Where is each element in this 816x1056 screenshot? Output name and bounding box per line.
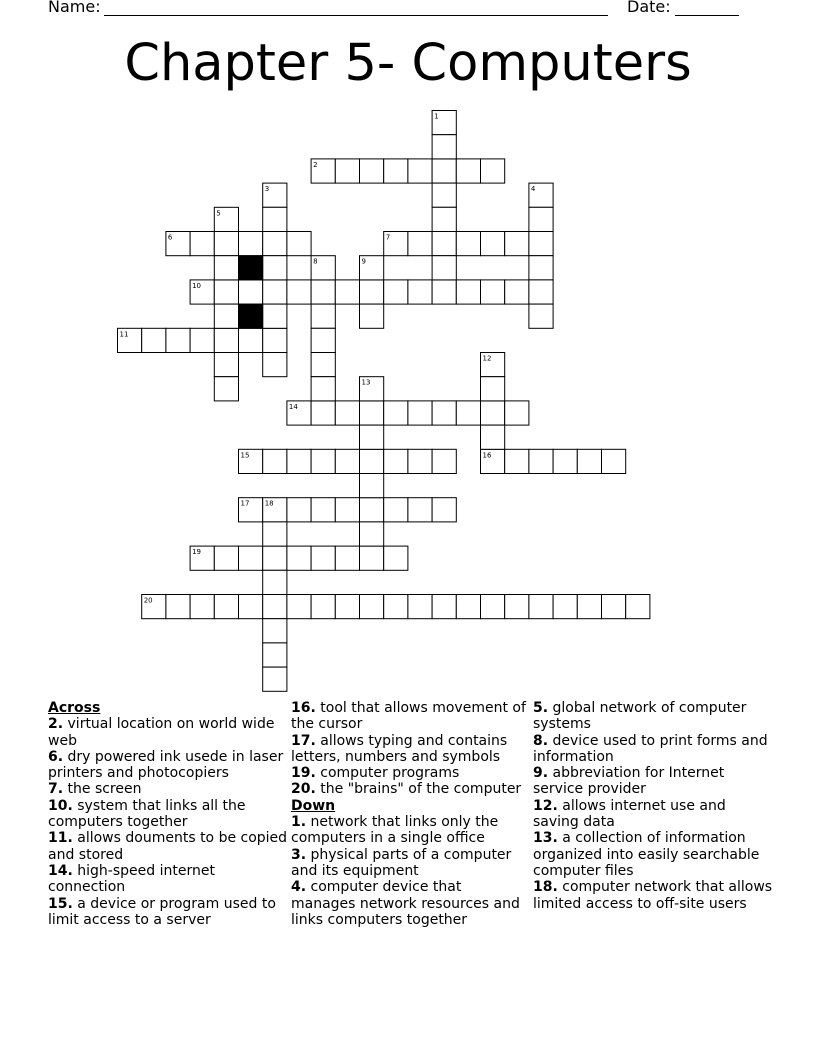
grid-cell[interactable] — [239, 232, 263, 256]
clue-item — [291, 814, 529, 847]
grid-cell[interactable] — [214, 377, 238, 401]
date-label: Date: — [627, 0, 671, 16]
grid-cell[interactable] — [214, 353, 238, 377]
grid-cell[interactable] — [263, 449, 287, 473]
grid-cell[interactable] — [311, 377, 335, 401]
grid-cell[interactable] — [481, 377, 505, 401]
clue-number-label: 18 — [264, 499, 274, 508]
page-title: Chapter 5- Computers — [124, 34, 692, 93]
grid-cell[interactable] — [190, 232, 214, 256]
grid-cell[interactable] — [432, 159, 456, 183]
grid-cell[interactable] — [602, 595, 626, 619]
clue-item — [48, 781, 288, 797]
clue-item — [48, 749, 288, 782]
grid-cell[interactable] — [384, 546, 408, 570]
grid-cell[interactable] — [335, 449, 359, 473]
grid-cell[interactable] — [263, 304, 287, 328]
grid-cell[interactable] — [408, 280, 432, 304]
clue-number-label: 1 — [434, 112, 439, 121]
grid-cell[interactable] — [529, 256, 553, 280]
grid-cell[interactable] — [335, 546, 359, 570]
grid-cell[interactable] — [432, 498, 456, 522]
grid-cell[interactable] — [263, 353, 287, 377]
grid-cell[interactable] — [529, 280, 553, 304]
clue-number-label: 2 — [313, 160, 318, 169]
grid-cell[interactable] — [626, 595, 650, 619]
grid-cell[interactable] — [190, 595, 214, 619]
grid-cell[interactable] — [335, 280, 359, 304]
grid-cell[interactable] — [481, 425, 505, 449]
grid-cell[interactable] — [311, 328, 335, 352]
grid-cell[interactable] — [360, 474, 384, 498]
grid-cell[interactable] — [263, 643, 287, 667]
clue-item — [48, 863, 288, 896]
clue-number: 9. — [533, 765, 549, 782]
clue-text: a collection of information organized into easily searchable computer files — [533, 830, 760, 879]
clue-text: network that links only the computers in a single office — [291, 814, 499, 847]
grid-cell[interactable] — [384, 595, 408, 619]
grid-cell[interactable] — [311, 546, 335, 570]
clue-number-label: 16 — [482, 451, 492, 460]
grid-cell[interactable] — [456, 232, 480, 256]
grid-block — [239, 304, 263, 328]
grid-cell[interactable] — [311, 498, 335, 522]
grid-cell[interactable] — [335, 159, 359, 183]
grid-cell[interactable] — [214, 546, 238, 570]
clue-text: high-speed internet connection — [48, 862, 215, 896]
grid-cell[interactable] — [214, 595, 238, 619]
grid-cell[interactable] — [287, 280, 311, 304]
grid-cell[interactable] — [432, 135, 456, 159]
grid-cell[interactable] — [529, 232, 553, 256]
clue-item — [291, 765, 529, 781]
clue-number: 6. — [48, 748, 64, 765]
grid-cell[interactable] — [263, 619, 287, 643]
clue-number-label: 5 — [216, 209, 221, 218]
clue-text: computer network that allows limited access to off-site users — [533, 879, 773, 912]
clue-text: tool that allows movement of the cursor — [291, 700, 526, 733]
clue-number: 11. — [48, 830, 73, 847]
clue-text: the "brains" of the computer — [315, 781, 522, 798]
grid-cell[interactable] — [214, 232, 238, 256]
grid-cell[interactable] — [263, 280, 287, 304]
clue-text: the screen — [63, 781, 142, 798]
grid-cell[interactable] — [432, 256, 456, 280]
grid-cell[interactable] — [263, 328, 287, 352]
grid-cell[interactable] — [239, 595, 263, 619]
clue-item — [291, 700, 529, 733]
grid-cell[interactable] — [166, 595, 190, 619]
grid-cell[interactable] — [432, 280, 456, 304]
clue-number: 10. — [48, 797, 73, 814]
clue-number: 7. — [48, 781, 64, 798]
clue-text: device used to print forms and information — [533, 732, 768, 765]
grid-cell[interactable] — [263, 595, 287, 619]
grid-cell[interactable] — [432, 401, 456, 425]
grid-cell[interactable] — [360, 401, 384, 425]
clue-number: 4. — [291, 879, 307, 896]
clue-text: system that links all the computers together — [48, 797, 246, 831]
grid-cell[interactable] — [214, 256, 238, 280]
grid-cell[interactable] — [408, 159, 432, 183]
grid-cell[interactable] — [263, 232, 287, 256]
grid-cell[interactable] — [384, 159, 408, 183]
grid-cell[interactable] — [311, 401, 335, 425]
grid-cell[interactable] — [287, 595, 311, 619]
clue-item — [48, 716, 288, 749]
clue-number-label: 19 — [192, 548, 202, 557]
grid-cell[interactable] — [263, 522, 287, 546]
grid-cell[interactable] — [408, 595, 432, 619]
clue-number: 2. — [48, 716, 64, 733]
grid-cell[interactable] — [360, 522, 384, 546]
grid-cell[interactable] — [335, 401, 359, 425]
clue-number-label: 6 — [167, 233, 173, 242]
grid-cell[interactable] — [529, 595, 553, 619]
clue-number: 17. — [291, 732, 316, 749]
clue-item — [291, 781, 529, 797]
clue-text: computer programs — [315, 765, 460, 782]
grid-cell[interactable] — [263, 207, 287, 231]
grid-cell[interactable] — [432, 207, 456, 231]
grid-cell[interactable] — [384, 401, 408, 425]
clue-item — [533, 765, 773, 798]
grid-cell[interactable] — [432, 449, 456, 473]
clue-number: 5. — [533, 700, 549, 716]
grid-cell[interactable] — [432, 232, 456, 256]
grid-cell[interactable] — [311, 304, 335, 328]
clue-item — [48, 896, 288, 929]
grid-cell[interactable] — [456, 159, 480, 183]
grid-cell[interactable] — [408, 232, 432, 256]
grid-cell[interactable] — [505, 449, 529, 473]
grid-cell[interactable] — [166, 328, 190, 352]
grid-cell[interactable] — [360, 595, 384, 619]
grid-cell[interactable] — [505, 232, 529, 256]
grid-cell[interactable] — [553, 449, 577, 473]
grid-cell[interactable] — [456, 401, 480, 425]
clue-number: 20. — [291, 781, 316, 798]
grid-cell[interactable] — [214, 280, 238, 304]
clue-item — [48, 830, 288, 863]
clue-number-label: 13 — [361, 378, 371, 387]
clue-item — [533, 798, 773, 831]
grid-cell[interactable] — [481, 595, 505, 619]
clue-item — [533, 879, 773, 912]
grid-cell[interactable] — [360, 425, 384, 449]
grid-cell[interactable] — [432, 595, 456, 619]
grid-cell[interactable] — [287, 449, 311, 473]
grid-cell[interactable] — [239, 328, 263, 352]
grid-cell[interactable] — [456, 280, 480, 304]
grid-block — [239, 256, 263, 280]
grid-cell[interactable] — [505, 401, 529, 425]
grid-cell[interactable] — [481, 280, 505, 304]
clue-item — [533, 830, 773, 879]
clue-item — [291, 879, 529, 928]
clue-number: 1. — [291, 814, 307, 831]
clue-text: virtual location on world wide web — [48, 716, 275, 749]
grid-cell[interactable] — [263, 667, 287, 691]
grid-cell[interactable] — [577, 449, 601, 473]
clue-number-label: 15 — [240, 451, 250, 460]
grid-cell[interactable] — [311, 280, 335, 304]
grid-cell[interactable] — [577, 595, 601, 619]
grid-cell[interactable] — [360, 498, 384, 522]
grid-cell[interactable] — [287, 546, 311, 570]
clue-number-label: 20 — [143, 596, 153, 605]
grid-cell[interactable] — [311, 595, 335, 619]
grid-cell[interactable] — [335, 595, 359, 619]
grid-cell[interactable] — [263, 546, 287, 570]
grid-cell[interactable] — [505, 595, 529, 619]
grid-cell[interactable] — [214, 304, 238, 328]
clue-text: allows typing and contains letters, numbers and symbols — [291, 732, 508, 765]
clues-column-1 — [48, 700, 288, 928]
clue-text: dry powered ink usede in laser printers and photocopiers — [48, 748, 284, 782]
grid-cell[interactable] — [142, 328, 166, 352]
clue-number: 13. — [533, 830, 558, 847]
clue-number: 3. — [291, 846, 307, 863]
grid-cell[interactable] — [287, 498, 311, 522]
clue-number: 12. — [533, 797, 558, 814]
clue-number-label: 9 — [361, 257, 366, 266]
clue-text: a device or program used to limit access to a server — [48, 895, 276, 928]
clues-column-2 — [291, 700, 529, 928]
grid-cell[interactable] — [311, 353, 335, 377]
clue-number: 19. — [291, 765, 316, 782]
name-label: Name: — [48, 0, 101, 16]
grid-cell[interactable] — [190, 328, 214, 352]
grid-cell[interactable] — [239, 280, 263, 304]
grid-cell[interactable] — [602, 449, 626, 473]
grid-cell[interactable] — [529, 304, 553, 328]
grid-cell[interactable] — [360, 449, 384, 473]
across-heading: Across — [48, 700, 101, 716]
clue-item — [533, 700, 773, 733]
grid-cell[interactable] — [360, 159, 384, 183]
clue-number: 18. — [533, 879, 558, 896]
grid-cell[interactable] — [263, 256, 287, 280]
grid-cell[interactable] — [432, 183, 456, 207]
clue-number: 8. — [533, 732, 549, 749]
grid-cell[interactable] — [553, 595, 577, 619]
grid-cell[interactable] — [408, 449, 432, 473]
clue-number-label: 8 — [313, 257, 318, 266]
grid-cell[interactable] — [384, 449, 408, 473]
down-heading: Down — [291, 797, 336, 814]
clue-item — [48, 798, 288, 831]
clue-text: abbreviation for Internet service provider — [533, 765, 725, 798]
grid-cell[interactable] — [360, 546, 384, 570]
clue-number-label: 14 — [288, 402, 298, 411]
clue-number-label: 3 — [264, 185, 270, 194]
grid-cell[interactable] — [335, 498, 359, 522]
grid-cell[interactable] — [214, 328, 238, 352]
clue-number-label: 17 — [240, 499, 250, 508]
clue-item — [291, 733, 529, 766]
clue-number-label: 10 — [192, 281, 202, 290]
clue-number-label: 7 — [385, 233, 391, 242]
grid-cell[interactable] — [481, 159, 505, 183]
clue-text: allows douments to be copied and stored — [48, 830, 288, 863]
grid-cell[interactable] — [311, 449, 335, 473]
grid-cell[interactable] — [384, 498, 408, 522]
clues-column-3 — [533, 700, 773, 912]
grid-cell[interactable] — [529, 449, 553, 473]
grid-cell[interactable] — [287, 232, 311, 256]
clue-item — [291, 847, 529, 880]
grid-cell[interactable] — [360, 304, 384, 328]
grid-cell[interactable] — [408, 498, 432, 522]
grid-cell[interactable] — [360, 280, 384, 304]
clue-text: global network of computer systems — [533, 700, 747, 733]
clue-number: 14. — [48, 862, 73, 879]
grid-cell[interactable] — [263, 570, 287, 594]
clue-text: physical parts of a computer and its equipment — [291, 846, 512, 879]
clue-number: 16. — [291, 700, 316, 716]
grid-cell[interactable] — [456, 595, 480, 619]
grid-cell[interactable] — [505, 280, 529, 304]
clue-number: 15. — [48, 895, 73, 912]
grid-cell[interactable] — [408, 401, 432, 425]
clue-item — [533, 733, 773, 766]
clue-number-label: 4 — [530, 185, 536, 194]
grid-cell[interactable] — [481, 232, 505, 256]
clue-text: allows internet use and saving data — [533, 797, 726, 831]
clue-text: computer device that manages network resources and links computers together — [291, 879, 520, 928]
clue-number-label: 11 — [119, 330, 129, 339]
clue-number-label: 12 — [482, 354, 492, 363]
grid-cell[interactable] — [384, 280, 408, 304]
grid-cell[interactable] — [239, 546, 263, 570]
grid-cell[interactable] — [529, 207, 553, 231]
grid-cell[interactable] — [481, 401, 505, 425]
